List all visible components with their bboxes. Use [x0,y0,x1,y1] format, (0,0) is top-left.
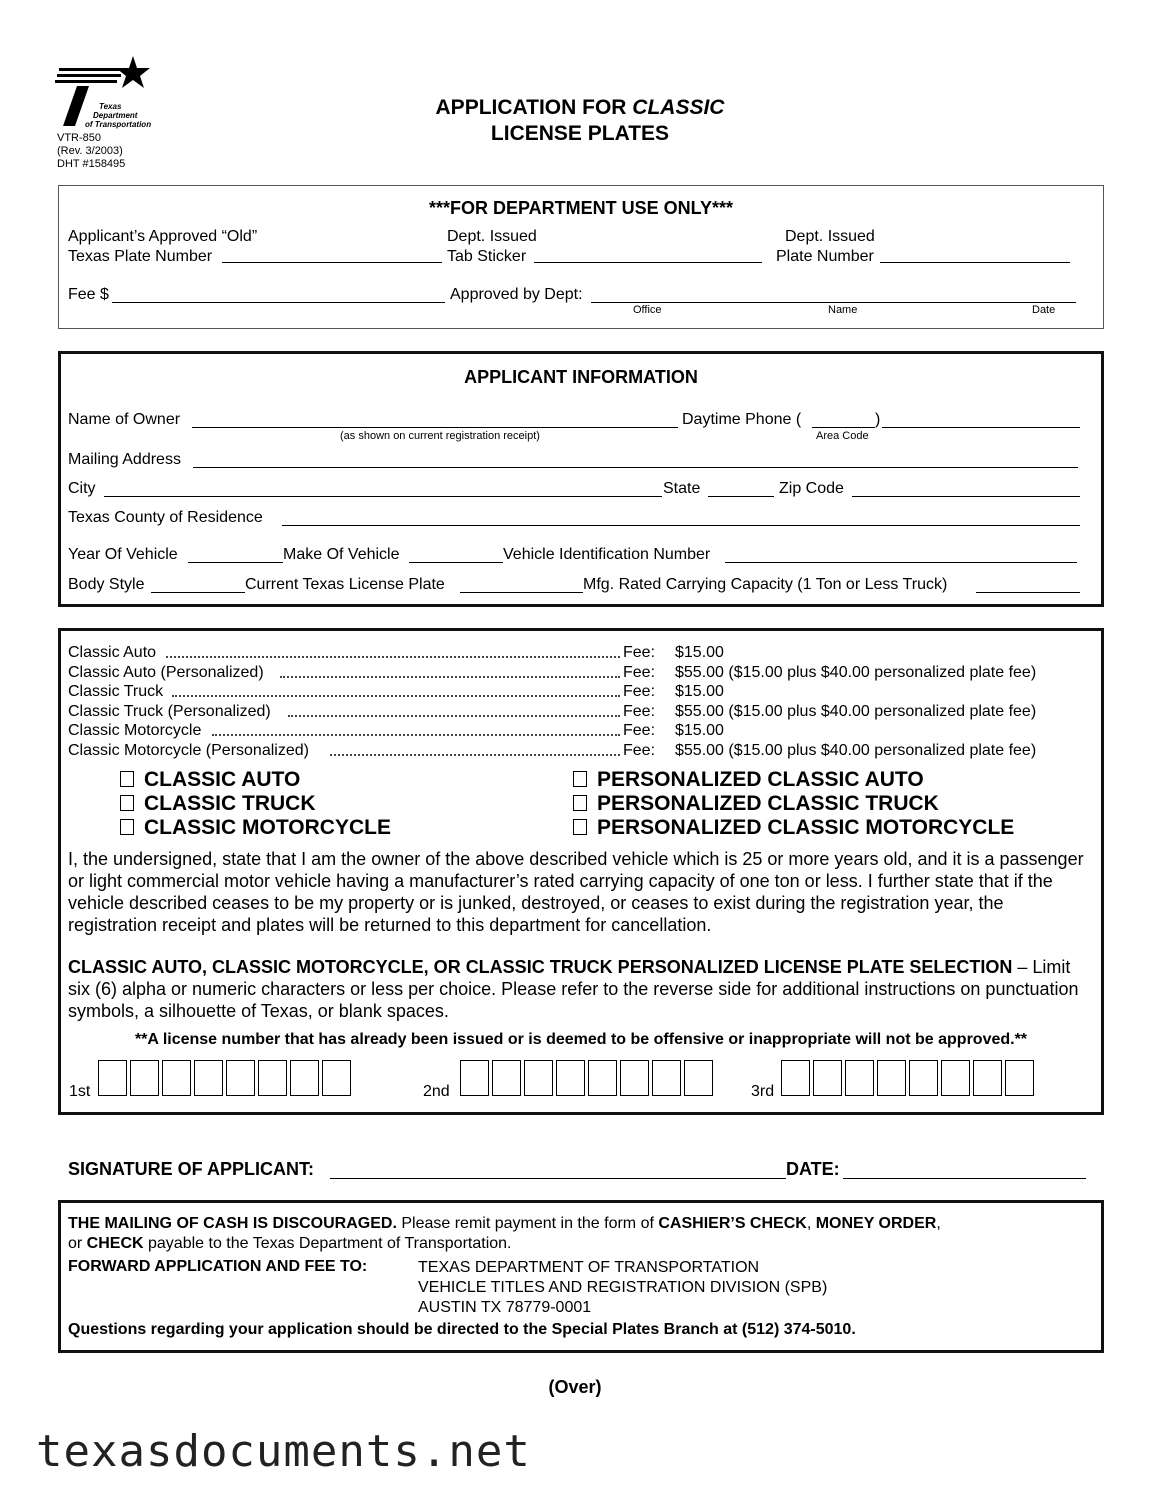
owner-statement: I, the undersigned, state that I am the owner of the above described vehicle which is 25 or more years old, and it is a passenger or light commercial motor vehicle having a manufacturer’s rated carrying capacity of one ton or less. I further state that if the vehicle described ceases to be my property or is junked, destroyed, or ceases to exist during the registration year, the registration receipt and plates will be returned to this department for cancellation. [68,849,1084,935]
fee-row [68,644,1078,663]
checkbox[interactable] [573,771,587,787]
fee-row [68,683,1078,702]
vehicle-year-label: Year Of Vehicle [68,546,178,563]
address-line-2: VEHICLE TITLES AND REGISTRATION DIVISION (SPB) [418,1279,828,1296]
fee-item-label: Classic Truck [68,683,164,700]
checkbox[interactable] [120,795,134,811]
fee-tag: Fee: [623,664,656,681]
fee-row [68,703,1078,722]
old-plate-label-2: Texas Plate Number [68,248,213,265]
form-dht: DHT #158495 [57,158,126,170]
tab-sticker-label-1: Dept. Issued [447,228,537,245]
logo-text-1: Texas [99,102,122,111]
fee-tag: Fee: [623,722,656,739]
phone-field[interactable] [882,427,1080,428]
selection-warning: **A license number that has already been issued or is deemed to be offensive or inappropriate will not be approved.** [134,1031,1028,1048]
body-style-field[interactable] [151,592,245,593]
choice-1-boxes[interactable] [98,1060,354,1098]
option-personalized-motorcycle[interactable]: PERSONALIZED CLASSIC MOTORCYCLE [573,816,1014,840]
fee-tag: Fee: [623,644,656,661]
current-plate-label: Current Texas License Plate [245,576,445,593]
choice-2-boxes[interactable] [460,1060,716,1098]
area-code-field[interactable] [812,427,875,428]
approved-field[interactable] [591,302,1076,303]
approved-label: Approved by Dept: [450,286,583,303]
zip-field[interactable] [852,496,1080,497]
office-sublabel: Office [633,304,662,316]
fee-tag: Fee: [623,683,656,700]
vin-label: Vehicle Identification Number [503,546,711,563]
plate-number-field[interactable] [880,262,1070,263]
over-label: (Over) [548,1377,602,1397]
fee-amount: $55.00 ($15.00 plus $40.00 personalized plate fee) [675,742,1037,759]
checkbox[interactable] [573,819,587,835]
vin-field[interactable] [725,562,1077,563]
fee-item-label: Classic Motorcycle [68,722,202,739]
choice-3-boxes[interactable] [781,1060,1037,1098]
county-field[interactable] [282,525,1080,526]
date-sublabel: Date [1032,304,1056,316]
city-label: City [68,480,96,497]
phone-label: Daytime Phone ( [682,411,802,428]
vehicle-make-field[interactable] [409,562,503,563]
checkbox[interactable] [120,771,134,787]
state-label: State [663,480,701,497]
old-plate-field[interactable] [222,262,442,263]
checkbox[interactable] [120,819,134,835]
fee-amount: $15.00 [675,683,724,700]
fee-row [68,722,1078,741]
questions-note: Questions regarding your application should be directed to the Special Plates Branch at (512) 374-5010. [68,1321,856,1338]
signature-field[interactable] [330,1178,786,1179]
watermark: texasdocuments.net [36,1426,531,1477]
fee-tag: Fee: [623,703,656,720]
capacity-field[interactable] [976,592,1080,593]
owner-name-note: (as shown on current registration receipt) [340,430,540,442]
dept-heading: ***FOR DEPARTMENT USE ONLY*** [428,198,734,218]
address-line-1: TEXAS DEPARTMENT OF TRANSPORTATION [418,1259,760,1276]
signature-label: SIGNATURE OF APPLICANT: [68,1159,314,1179]
fee-row [68,742,1078,761]
plate-number-label-2: Plate Number [776,248,874,265]
choice-1-label: 1st [69,1083,91,1100]
fee-label: Fee $ [68,286,109,303]
fee-item-label: Classic Auto [68,644,157,661]
option-personalized-truck[interactable]: PERSONALIZED CLASSIC TRUCK [573,792,939,816]
fee-amount: $55.00 ($15.00 plus $40.00 personalized plate fee) [675,703,1037,720]
selection-instructions: CLASSIC AUTO, CLASSIC MOTORCYCLE, OR CLASSIC TRUCK PERSONALIZED LICENSE PLATE SELECTION – Limit six (6) alpha or numeric characters or less per choice. Please refer to the reverse side for additional instructions on punctuation symbols, a silhouette of Texas, or blank spaces. [68,957,1079,1021]
name-sublabel: Name [828,304,858,316]
zip-label: Zip Code [779,480,844,497]
cash-notice: THE MAILING OF CASH IS DISCOURAGED. Please remit payment in the form of CASHIER’S CHECK, MONEY ORDER, or CHECK payable to the Texas Department of Transportation. [68,1215,941,1252]
forward-label: FORWARD APPLICATION AND FEE TO: [68,1258,368,1275]
fee-amount: $15.00 [675,644,724,661]
fee-amount: $15.00 [675,722,724,739]
choice-2-label: 2nd [423,1083,450,1100]
selection-heading: CLASSIC AUTO, CLASSIC MOTORCYCLE, OR CLASSIC TRUCK PERSONALIZED LICENSE PLATE SELECTION [68,957,1013,977]
form-id: VTR-850 [57,132,102,144]
area-code-label: Area Code [816,430,869,442]
mailing-address-field[interactable] [193,467,1078,468]
fee-field[interactable] [112,302,445,303]
form-rev: (Rev. 3/2003) [57,145,123,157]
option-classic-truck[interactable]: CLASSIC TRUCK [120,792,316,816]
owner-name-label: Name of Owner [68,411,181,428]
city-field[interactable] [104,496,662,497]
old-plate-label-1: Applicant’s Approved “Old” [68,228,258,245]
checkbox[interactable] [573,795,587,811]
applicant-info-section [58,351,1104,607]
vehicle-year-field[interactable] [188,562,283,563]
option-classic-auto[interactable]: CLASSIC AUTO [120,768,300,792]
date-label: DATE: [786,1159,840,1179]
option-personalized-auto[interactable]: PERSONALIZED CLASSIC AUTO [573,768,924,792]
plate-number-label-1: Dept. Issued [785,228,875,245]
county-label: Texas County of Residence [68,509,263,526]
option-classic-motorcycle[interactable]: CLASSIC MOTORCYCLE [120,816,391,840]
current-plate-field[interactable] [460,592,583,593]
date-field[interactable] [843,1178,1086,1179]
tab-sticker-field[interactable] [534,262,762,263]
tab-sticker-label-2: Tab Sticker [447,248,527,265]
phone-close: ) [875,411,881,428]
body-style-label: Body Style [68,576,145,593]
owner-name-field[interactable] [192,427,678,428]
fee-item-label: Classic Auto (Personalized) [68,664,264,681]
fee-tag: Fee: [623,742,656,759]
capacity-label: Mfg. Rated Carrying Capacity (1 Ton or Less Truck) [583,576,948,593]
fee-amount: $55.00 ($15.00 plus $40.00 personalized plate fee) [675,664,1037,681]
fee-item-label: Classic Motorcycle (Personalized) [68,742,309,759]
logo-text-3: of Transportation [85,120,152,129]
state-field[interactable] [708,496,774,497]
choice-3-label: 3rd [751,1083,775,1100]
forward-address [418,1258,827,1318]
mailing-address-label: Mailing Address [68,451,181,468]
applicant-heading: APPLICANT INFORMATION [464,367,698,387]
logo-text-2: Department [93,111,138,120]
page-title: APPLICATION FOR CLASSIC LICENSE PLATES [435,96,725,145]
txdot-logo [55,54,155,130]
fee-item-label: Classic Truck (Personalized) [68,703,271,720]
fee-row [68,664,1078,683]
address-line-3: AUSTIN TX 78779-0001 [418,1299,592,1316]
vehicle-make-label: Make Of Vehicle [283,546,400,563]
